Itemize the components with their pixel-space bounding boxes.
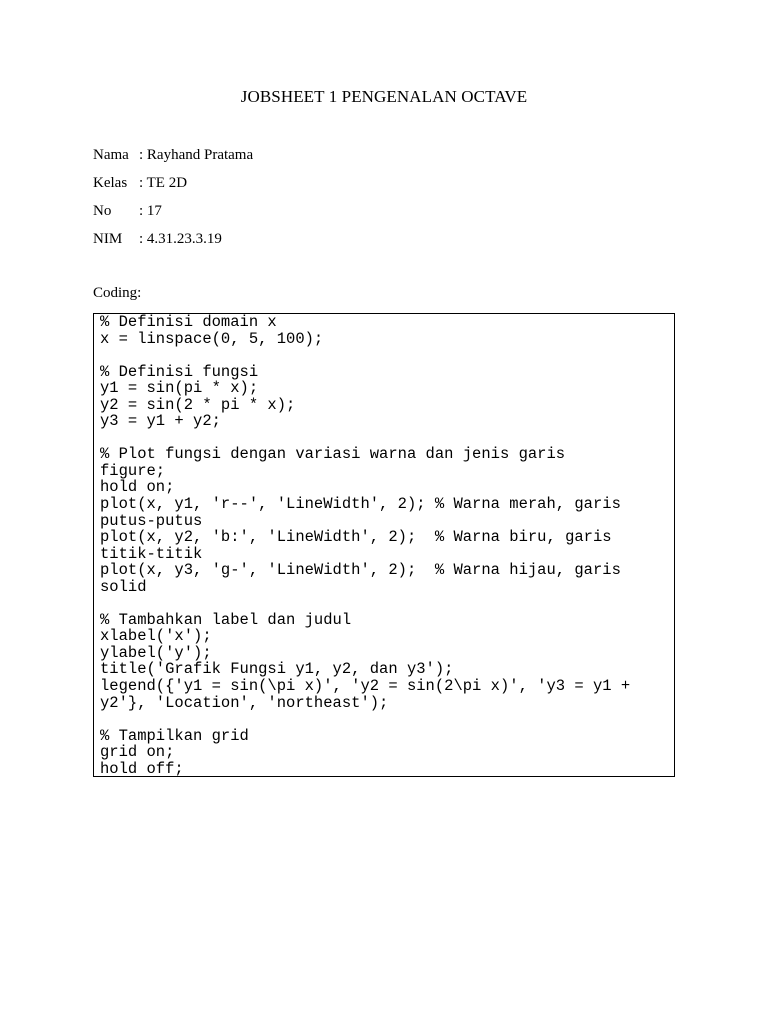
coding-label: Coding: xyxy=(93,285,142,301)
code-box xyxy=(93,313,675,777)
info-label: No xyxy=(93,203,112,219)
info-label: Nama xyxy=(93,147,129,163)
info-value: : Rayhand Pratama xyxy=(139,147,254,163)
info-row-kelas xyxy=(93,174,187,192)
info-value: : 4.31.23.3.19 xyxy=(139,231,222,247)
info-value: : 17 xyxy=(139,203,162,219)
code-listing: % Definisi domain x x = linspace(0, 5, 100); % Definisi fungsi y1 = sin(pi * x); y2 = sin(2 * pi * x); y3 = y1 + y2; % Plot fungsi dengan variasi warna dan jenis garis figure; hold on; plot(x, y1, 'r--', 'LineWidth', 2); % Warna merah, garis putus-putus plot(x, y2, 'b:', 'LineWidth', 2); % Warna biru, garis titik-titik plot(x, y3, 'g-', 'LineWidth', 2); % Warna hijau, garis solid % Tambahkan label dan judul xlabel('x'); ylabel('y'); title('Grafik Fungsi y1, y2, dan y3'); legend({'y1 = sin(\pi x)', 'y2 = sin(2\pi x)', 'y3 = y1 + y2'}, 'Location', 'northeast'); % Tampilkan grid grid on; hold off; xyxy=(100,313,631,778)
info-row-nim xyxy=(93,230,222,248)
info-row-no xyxy=(93,202,162,220)
page-title: JOBSHEET 1 PENGENALAN OCTAVE xyxy=(240,87,528,106)
info-value: : TE 2D xyxy=(139,175,188,191)
info-label: Kelas xyxy=(93,175,128,191)
info-label: NIM xyxy=(93,231,123,247)
info-row-nama xyxy=(93,146,253,164)
